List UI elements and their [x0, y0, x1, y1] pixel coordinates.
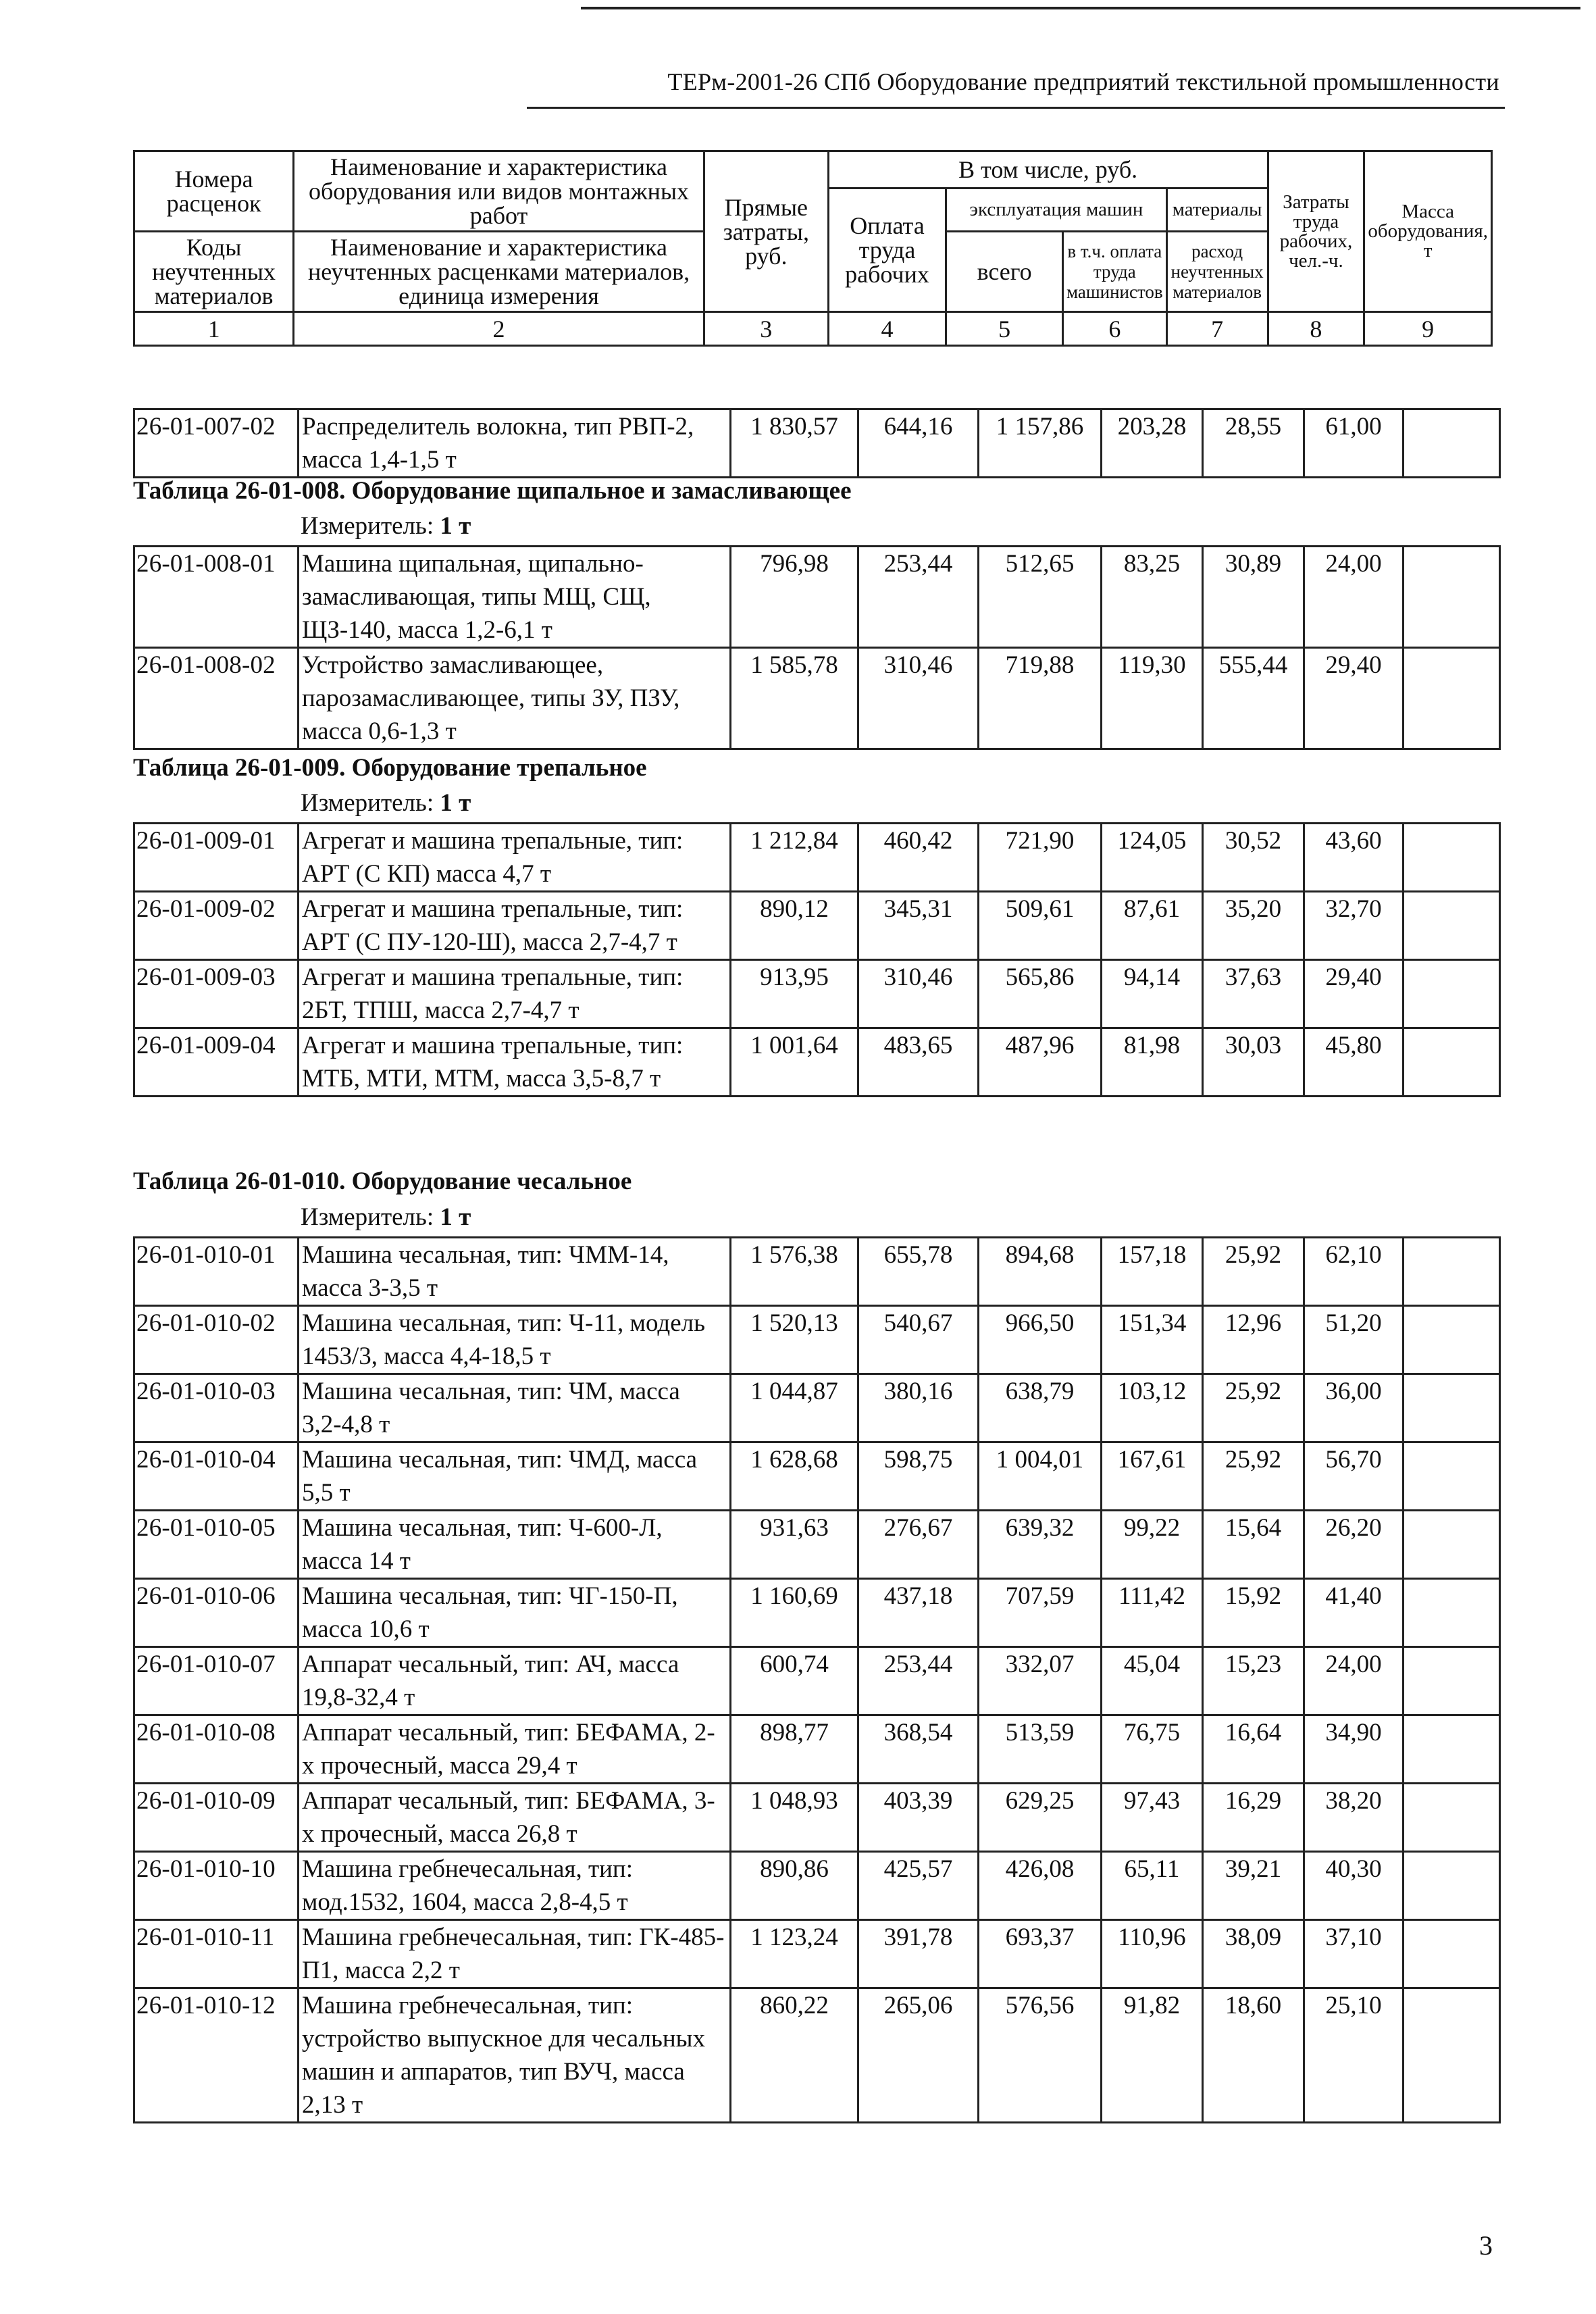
rate-code: 26-01-010-10	[134, 1852, 299, 1920]
rate-code: 26-01-010-02	[134, 1306, 299, 1374]
labor-hours: 29,40	[1304, 648, 1404, 749]
rate-name: Аппарат чесальный, тип: БЕФАМА, 3-х прочесный, масса 26,8 т	[299, 1784, 731, 1852]
table-row	[134, 1647, 1500, 1715]
header-number: 2	[294, 312, 704, 346]
header-labor-hours: Затраты труда рабочих, чел.-ч.	[1268, 151, 1364, 312]
direct-costs: 1 044,87	[731, 1374, 858, 1442]
materials-consumption: 12,96	[1203, 1306, 1304, 1374]
table-row	[134, 1511, 1500, 1579]
labor-pay: 655,78	[858, 1238, 979, 1306]
machines-total: 638,79	[979, 1374, 1102, 1442]
materials-consumption: 30,52	[1203, 824, 1304, 892]
rate-code: 26-01-008-02	[134, 648, 299, 749]
machines-total: 721,90	[979, 824, 1102, 892]
direct-costs: 890,86	[731, 1852, 858, 1920]
machines-total: 565,86	[979, 960, 1102, 1028]
equipment-mass	[1404, 1920, 1500, 1988]
operators-pay: 157,18	[1102, 1238, 1203, 1306]
materials-consumption: 16,29	[1203, 1784, 1304, 1852]
rate-code: 26-01-010-05	[134, 1511, 299, 1579]
labor-hours: 38,20	[1304, 1784, 1404, 1852]
table-row	[134, 1238, 1500, 1306]
rates-table-010	[133, 1236, 1501, 2123]
rate-code: 26-01-009-03	[134, 960, 299, 1028]
labor-pay: 403,39	[858, 1784, 979, 1852]
materials-consumption: 15,64	[1203, 1511, 1304, 1579]
table-row	[134, 547, 1500, 648]
rate-name: Агрегат и машина трепальные, тип: МТБ, МТИ, МТМ, масса 3,5-8,7 т	[299, 1028, 731, 1097]
direct-costs: 1 048,93	[731, 1784, 858, 1852]
labor-pay: 276,67	[858, 1511, 979, 1579]
header-number: 6	[1062, 312, 1166, 346]
rate-code: 26-01-010-09	[134, 1784, 299, 1852]
header-number: 7	[1166, 312, 1268, 346]
rate-name: Устройство замасливающее, парозамасливающее, типы ЗУ, ПЗУ, масса 0,6-1,3 т	[299, 648, 731, 749]
operators-pay: 81,98	[1102, 1028, 1203, 1097]
labor-hours: 56,70	[1304, 1442, 1404, 1511]
measure-unit: 1 т	[440, 512, 471, 540]
table-row	[134, 1784, 1500, 1852]
materials-consumption: 25,92	[1203, 1238, 1304, 1306]
measure-unit: 1 т	[440, 789, 471, 817]
labor-pay: 380,16	[858, 1374, 979, 1442]
table-row	[134, 1579, 1500, 1647]
header-number: 8	[1268, 312, 1364, 346]
materials-consumption: 28,55	[1203, 409, 1304, 478]
rate-name: Машина чесальная, тип: Ч-600-Л, масса 14 т	[299, 1511, 731, 1579]
header-labor-pay: Оплата труда рабочих	[828, 188, 946, 312]
labor-hours: 24,00	[1304, 1647, 1404, 1715]
header-including: В том числе, руб.	[828, 151, 1268, 188]
labor-pay: 437,18	[858, 1579, 979, 1647]
equipment-mass	[1404, 1647, 1500, 1715]
header-unrecorded-codes: Коды неучтенных материалов	[134, 232, 294, 312]
measure-label: Измеритель:	[301, 512, 434, 540]
machines-total: 719,88	[979, 648, 1102, 749]
materials-consumption: 555,44	[1203, 648, 1304, 749]
labor-pay: 368,54	[858, 1715, 979, 1784]
materials-consumption: 25,92	[1203, 1442, 1304, 1511]
labor-pay: 253,44	[858, 1647, 979, 1715]
rate-code: 26-01-007-02	[134, 409, 299, 478]
header-materials: материалы	[1166, 188, 1268, 232]
direct-costs: 1 001,64	[731, 1028, 858, 1097]
rate-code: 26-01-009-04	[134, 1028, 299, 1097]
labor-hours: 37,10	[1304, 1920, 1404, 1988]
operators-pay: 91,82	[1102, 1988, 1203, 2123]
rate-code: 26-01-010-12	[134, 1988, 299, 2123]
labor-pay: 345,31	[858, 892, 979, 960]
direct-costs: 1 585,78	[731, 648, 858, 749]
labor-pay: 598,75	[858, 1442, 979, 1511]
operators-pay: 76,75	[1102, 1715, 1203, 1784]
equipment-mass	[1404, 1238, 1500, 1306]
operators-pay: 167,61	[1102, 1442, 1203, 1511]
rate-code: 26-01-008-01	[134, 547, 299, 648]
labor-pay: 540,67	[858, 1306, 979, 1374]
header-number: 9	[1364, 312, 1492, 346]
machines-total: 332,07	[979, 1647, 1102, 1715]
operators-pay: 83,25	[1102, 547, 1203, 648]
page-number: 3	[1479, 2230, 1493, 2261]
labor-pay: 310,46	[858, 648, 979, 749]
equipment-mass	[1404, 1442, 1500, 1511]
header-rate-numbers: Номера расценок	[134, 151, 294, 232]
header-direct-costs: Прямые затраты, руб.	[704, 151, 828, 312]
equipment-mass	[1404, 1306, 1500, 1374]
materials-consumption: 35,20	[1203, 892, 1304, 960]
direct-costs: 913,95	[731, 960, 858, 1028]
measure-label: Измеритель:	[301, 1203, 434, 1231]
measure-label: Измеритель:	[301, 789, 434, 817]
direct-costs: 1 520,13	[731, 1306, 858, 1374]
header-operators-pay: в т.ч. оплата труда машинистов	[1062, 232, 1166, 312]
labor-hours: 34,90	[1304, 1715, 1404, 1784]
machines-total: 639,32	[979, 1511, 1102, 1579]
rate-name: Аппарат чесальный, тип: АЧ, масса 19,8-32,4 т	[299, 1647, 731, 1715]
machines-total: 1 004,01	[979, 1442, 1102, 1511]
rate-code: 26-01-010-01	[134, 1238, 299, 1306]
equipment-mass	[1404, 1374, 1500, 1442]
labor-hours: 43,60	[1304, 824, 1404, 892]
materials-consumption: 30,89	[1203, 547, 1304, 648]
labor-hours: 26,20	[1304, 1511, 1404, 1579]
rate-name: Машина чесальная, тип: ЧМД, масса 5,5 т	[299, 1442, 731, 1511]
rate-code: 26-01-010-06	[134, 1579, 299, 1647]
rate-name: Распределитель волокна, тип РВП-2, масса 1,4-1,5 т	[299, 409, 731, 478]
measure-008	[301, 511, 471, 540]
operators-pay: 151,34	[1102, 1306, 1203, 1374]
direct-costs: 1 160,69	[731, 1579, 858, 1647]
labor-pay: 253,44	[858, 547, 979, 648]
rate-name: Машина чесальная, тип: Ч-11, модель 1453/3, масса 4,4-18,5 т	[299, 1306, 731, 1374]
direct-costs: 860,22	[731, 1988, 858, 2123]
machines-total: 693,37	[979, 1920, 1102, 1988]
header-number: 1	[134, 312, 294, 346]
header-number: 3	[704, 312, 828, 346]
table-row	[134, 1715, 1500, 1784]
machines-total: 509,61	[979, 892, 1102, 960]
machines-total: 629,25	[979, 1784, 1102, 1852]
measure-010	[301, 1203, 471, 1232]
direct-costs: 1 628,68	[731, 1442, 858, 1511]
machines-total: 576,56	[979, 1988, 1102, 2123]
rate-code: 26-01-009-01	[134, 824, 299, 892]
measure-009	[301, 788, 471, 818]
labor-hours: 36,00	[1304, 1374, 1404, 1442]
machines-total: 426,08	[979, 1852, 1102, 1920]
direct-costs: 1 830,57	[731, 409, 858, 478]
equipment-mass	[1404, 1715, 1500, 1784]
labor-hours: 41,40	[1304, 1579, 1404, 1647]
rates-table-009	[133, 822, 1501, 1097]
equipment-mass	[1404, 1988, 1500, 2123]
labor-hours: 45,80	[1304, 1028, 1404, 1097]
materials-consumption: 15,23	[1203, 1647, 1304, 1715]
header-machine-operation: эксплуатация машин	[946, 188, 1166, 232]
header-materials-consumption: расход неучтенных материалов	[1166, 232, 1268, 312]
machines-total: 512,65	[979, 547, 1102, 648]
direct-costs: 796,98	[731, 547, 858, 648]
machines-total: 487,96	[979, 1028, 1102, 1097]
rate-name: Агрегат и машина трепальные, тип: 2БТ, ТПШ, масса 2,7-4,7 т	[299, 960, 731, 1028]
operators-pay: 111,42	[1102, 1579, 1203, 1647]
table-row	[134, 1306, 1500, 1374]
operators-pay: 45,04	[1102, 1647, 1203, 1715]
header-number: 5	[946, 312, 1063, 346]
labor-hours: 24,00	[1304, 547, 1404, 648]
materials-consumption: 38,09	[1203, 1920, 1304, 1988]
machines-total: 1 157,86	[979, 409, 1102, 478]
rate-name: Машина гребнечесальная, тип: мод.1532, 1604, масса 2,8-4,5 т	[299, 1852, 731, 1920]
rate-code: 26-01-010-03	[134, 1374, 299, 1442]
labor-hours: 51,20	[1304, 1306, 1404, 1374]
materials-consumption: 25,92	[1203, 1374, 1304, 1442]
table-row	[134, 960, 1500, 1028]
machines-total: 707,59	[979, 1579, 1102, 1647]
labor-hours: 40,30	[1304, 1852, 1404, 1920]
direct-costs: 1 123,24	[731, 1920, 858, 1988]
labor-pay: 310,46	[858, 960, 979, 1028]
rate-code: 26-01-010-08	[134, 1715, 299, 1784]
rate-name: Агрегат и машина трепальные, тип: АРТ (С КП) масса 4,7 т	[299, 824, 731, 892]
equipment-mass	[1404, 1579, 1500, 1647]
equipment-mass	[1404, 1852, 1500, 1920]
operators-pay: 87,61	[1102, 892, 1203, 960]
labor-pay: 460,42	[858, 824, 979, 892]
materials-consumption: 16,64	[1203, 1715, 1304, 1784]
direct-costs: 890,12	[731, 892, 858, 960]
header-mass: Масса оборудования, т	[1364, 151, 1492, 312]
measure-unit: 1 т	[440, 1203, 471, 1231]
rate-code: 26-01-010-11	[134, 1920, 299, 1988]
labor-pay: 483,65	[858, 1028, 979, 1097]
operators-pay: 203,28	[1102, 409, 1203, 478]
equipment-mass	[1404, 547, 1500, 648]
rate-name: Машина чесальная, тип: ЧМ, масса 3,2-4,8 т	[299, 1374, 731, 1442]
rate-code: 26-01-010-04	[134, 1442, 299, 1511]
column-header-table	[133, 150, 1493, 347]
materials-consumption: 15,92	[1203, 1579, 1304, 1647]
labor-hours: 25,10	[1304, 1988, 1404, 2123]
machines-total: 894,68	[979, 1238, 1102, 1306]
labor-hours: 62,10	[1304, 1238, 1404, 1306]
rate-name: Машина чесальная, тип: ЧГ-150-П, масса 10,6 т	[299, 1579, 731, 1647]
operators-pay: 110,96	[1102, 1920, 1203, 1988]
equipment-mass	[1404, 892, 1500, 960]
table-row	[134, 1920, 1500, 1988]
table-row	[134, 1852, 1500, 1920]
direct-costs: 600,74	[731, 1647, 858, 1715]
rate-name: Аппарат чесальный, тип: БЕФАМА, 2-х прочесный, масса 29,4 т	[299, 1715, 731, 1784]
direct-costs: 898,77	[731, 1715, 858, 1784]
table-row	[134, 1374, 1500, 1442]
labor-hours: 61,00	[1304, 409, 1404, 478]
direct-costs: 931,63	[731, 1511, 858, 1579]
operators-pay: 124,05	[1102, 824, 1203, 892]
direct-costs: 1 576,38	[731, 1238, 858, 1306]
rate-name: Агрегат и машина трепальные, тип: АРТ (С ПУ-120-Ш), масса 2,7-4,7 т	[299, 892, 731, 960]
header-unrecorded-materials: Наименование и характеристика неучтенных расценками материалов, единица измерения	[294, 232, 704, 312]
operators-pay: 103,12	[1102, 1374, 1203, 1442]
header-rule	[527, 107, 1505, 109]
rate-name: Машина чесальная, тип: ЧММ-14, масса 3-3,5 т	[299, 1238, 731, 1306]
running-head: ТЕРм-2001-26 СПб Оборудование предприятий текстильной промышленности	[667, 68, 1499, 95]
direct-costs: 1 212,84	[731, 824, 858, 892]
rate-name: Машина гребнечесальная, тип: ГК-485-П1, масса 2,2 т	[299, 1920, 731, 1988]
operators-pay: 119,30	[1102, 648, 1203, 749]
labor-hours: 32,70	[1304, 892, 1404, 960]
equipment-mass	[1404, 409, 1500, 478]
machines-total: 966,50	[979, 1306, 1102, 1374]
header-number: 4	[828, 312, 946, 346]
table-row	[134, 648, 1500, 749]
labor-hours: 29,40	[1304, 960, 1404, 1028]
equipment-mass	[1404, 960, 1500, 1028]
table-row	[134, 892, 1500, 960]
equipment-mass	[1404, 1784, 1500, 1852]
table-row	[134, 1028, 1500, 1097]
rate-name: Машина гребнечесальная, тип: устройство выпускное для чесальных машин и аппаратов, тип ВУЧ, масса 2,13 т	[299, 1988, 731, 2123]
table-row	[134, 824, 1500, 892]
labor-pay: 644,16	[858, 409, 979, 478]
rate-code: 26-01-009-02	[134, 892, 299, 960]
table-row	[134, 1988, 1500, 2123]
table-row	[134, 1442, 1500, 1511]
rates-table-007	[133, 408, 1501, 478]
table-caption-010: Таблица 26-01-010. Оборудование чесальное	[133, 1167, 632, 1195]
materials-consumption: 39,21	[1203, 1852, 1304, 1920]
top-rule	[581, 7, 1580, 9]
rates-table-008	[133, 545, 1501, 750]
table-row	[134, 409, 1500, 478]
labor-pay: 265,06	[858, 1988, 979, 2123]
equipment-mass	[1404, 648, 1500, 749]
equipment-mass	[1404, 1028, 1500, 1097]
operators-pay: 94,14	[1102, 960, 1203, 1028]
header-machines-total: всего	[946, 232, 1063, 312]
rate-name: Машина щипальная, щипально-замасливающая, типы МЩ, СЩ, ЩЗ-140, масса 1,2-6,1 т	[299, 547, 731, 648]
header-equipment-name: Наименование и характеристика оборудования или видов монтажных работ	[294, 151, 704, 232]
labor-pay: 425,57	[858, 1852, 979, 1920]
table-caption-008: Таблица 26-01-008. Оборудование щипальное и замасливающее	[133, 477, 852, 505]
materials-consumption: 30,03	[1203, 1028, 1304, 1097]
equipment-mass	[1404, 824, 1500, 892]
operators-pay: 99,22	[1102, 1511, 1203, 1579]
operators-pay: 65,11	[1102, 1852, 1203, 1920]
operators-pay: 97,43	[1102, 1784, 1203, 1852]
materials-consumption: 18,60	[1203, 1988, 1304, 2123]
rate-code: 26-01-010-07	[134, 1647, 299, 1715]
materials-consumption: 37,63	[1203, 960, 1304, 1028]
machines-total: 513,59	[979, 1715, 1102, 1784]
labor-pay: 391,78	[858, 1920, 979, 1988]
table-caption-009: Таблица 26-01-009. Оборудование трепальное	[133, 754, 647, 782]
equipment-mass	[1404, 1511, 1500, 1579]
